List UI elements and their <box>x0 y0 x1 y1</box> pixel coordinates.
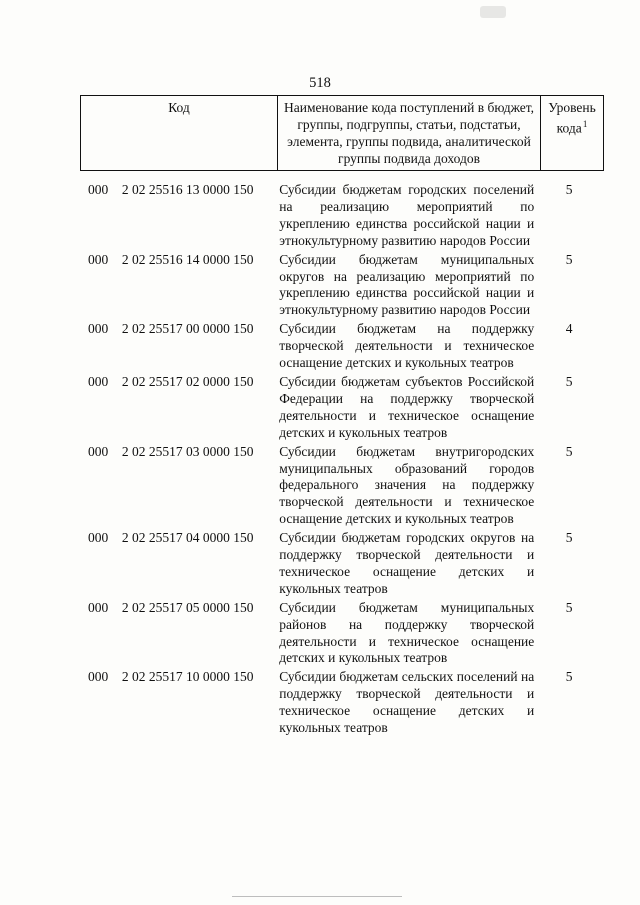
revenue-code: 2 02 25516 14 0000 150 <box>121 251 254 267</box>
code-description: Субсидии бюджетам муниципальных округов на реализацию мероприятий по укреплению единства российской нации и этнокультурному развитию народов России <box>279 251 535 318</box>
code-level: 5 <box>565 669 573 685</box>
header-name: Наименование кода поступлений в бюджет, группы, подгруппы, статьи, подстатьи, элемента, группы подвида, аналитической группы подвида доходов <box>278 96 541 171</box>
revenue-code: 2 02 25517 02 0000 150 <box>121 373 254 389</box>
admin-code: 000 <box>88 669 109 685</box>
code-description: Субсидии бюджетам на поддержку творческой деятельности и техническое оснащение детских и кукольных театров <box>279 321 535 371</box>
code-description: Субсидии бюджетам городских поселений на реализацию мероприятий по укреплению единства российской нации и этнокультурному развитию народов России <box>279 182 535 248</box>
code-level: 5 <box>565 373 573 389</box>
admin-code: 000 <box>88 599 109 615</box>
table-row <box>80 321 604 372</box>
table-row <box>80 530 604 598</box>
header-code: Код <box>81 96 278 171</box>
revenue-code: 2 02 25517 10 0000 150 <box>121 669 254 685</box>
table-row <box>80 374 604 442</box>
admin-code: 000 <box>88 530 109 546</box>
table-row <box>80 252 604 320</box>
admin-code: 000 <box>88 443 109 459</box>
table-body <box>80 182 604 739</box>
code-level: 5 <box>565 599 573 615</box>
scan-edge-mark <box>480 6 506 18</box>
table-header <box>80 95 604 171</box>
footnote-marker: 1 <box>582 119 588 129</box>
code-level: 5 <box>565 443 573 459</box>
code-description: Субсидии бюджетам городских округов на поддержку творческой деятельности и техническое оснащение детских и кукольных театров <box>279 530 535 596</box>
code-description: Субсидии бюджетам внутригородских муниципальных образований городов федерального значения на поддержку творческой деятельности и техническое оснащение детских и кукольных театров <box>279 443 535 527</box>
revenue-code: 2 02 25517 03 0000 150 <box>121 443 254 459</box>
revenue-code: 2 02 25517 05 0000 150 <box>121 599 254 615</box>
code-description: Субсидии бюджетам сельских поселений на поддержку творческой деятельности и техническое оснащение детских и кукольных театров <box>279 669 535 736</box>
revenue-code: 2 02 25517 00 0000 150 <box>121 321 254 337</box>
table-row <box>80 444 604 529</box>
code-level: 5 <box>565 182 573 197</box>
table-row <box>80 182 604 250</box>
header-level <box>541 96 604 171</box>
page-number: 518 <box>309 75 331 91</box>
scan-bottom-edge <box>232 896 402 897</box>
code-description: Субсидии бюджетам муниципальных районов на поддержку творческой деятельности и техническое оснащение детских и кукольных театров <box>279 599 535 666</box>
admin-code: 000 <box>88 251 109 267</box>
code-description: Субсидии бюджетам субъектов Российской Федерации на поддержку творческой деятельности и техническое оснащение детских и кукольных театров <box>279 373 535 440</box>
header-level-label: Уровень кода <box>548 100 596 136</box>
table-row <box>80 669 604 737</box>
code-level: 4 <box>565 321 573 337</box>
code-level: 5 <box>565 530 573 546</box>
admin-code: 000 <box>88 182 109 197</box>
table-row <box>80 600 604 668</box>
revenue-code: 2 02 25516 13 0000 150 <box>121 182 254 197</box>
revenue-code: 2 02 25517 04 0000 150 <box>121 530 254 546</box>
admin-code: 000 <box>88 373 109 389</box>
code-level: 5 <box>565 251 573 267</box>
admin-code: 000 <box>88 321 109 337</box>
